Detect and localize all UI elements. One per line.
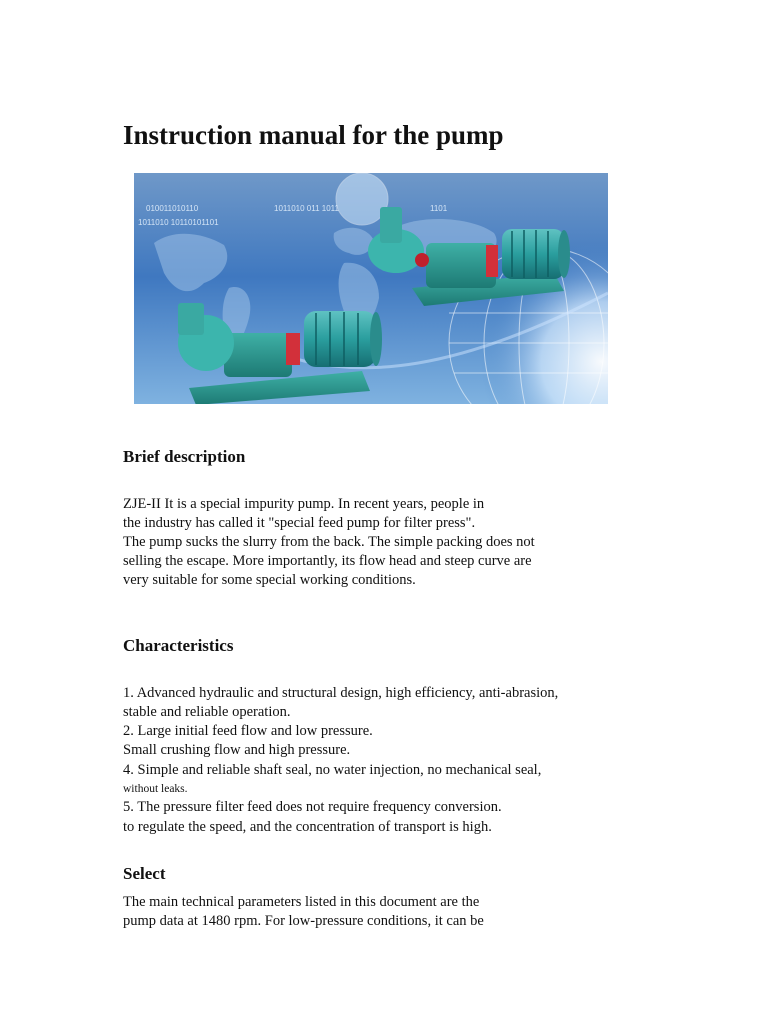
select-heading: Select [123, 864, 166, 883]
brief-text-line: The pump sucks the slurry from the back. The simple packing does not [123, 534, 535, 550]
characteristics-heading: Characteristics [123, 636, 234, 655]
characteristics-line: stable and reliable operation. [123, 704, 291, 720]
characteristics-line: 1. Advanced hydraulic and structural design, high efficiency, anti-abrasion, [123, 685, 559, 701]
pump-product-image [134, 173, 608, 404]
binary-text: 1011010 10110101101 [138, 218, 219, 227]
characteristics-line: without leaks. [123, 783, 188, 795]
binary-text: 1011010 011 1011 [274, 204, 339, 213]
brief-description-heading: Brief description [123, 447, 246, 466]
binary-text: 010011010110 [146, 204, 199, 213]
select-text-line: pump data at 1480 rpm. For low-pressure conditions, it can be [123, 913, 484, 929]
brief-text-line: the industry has called it "special feed pump for filter press". [123, 515, 476, 531]
document-title: Instruction manual for the pump [123, 120, 504, 150]
brief-text-line: very suitable for some special working conditions. [123, 572, 416, 588]
characteristics-line: 4. Simple and reliable shaft seal, no water injection, no mechanical seal, [123, 762, 542, 778]
characteristics-line: to regulate the speed, and the concentration of transport is high. [123, 819, 492, 835]
brief-text-line: selling the escape. More importantly, its flow head and steep curve are [123, 553, 532, 569]
brief-text-line: ZJE-II It is a special impurity pump. In recent years, people in [123, 496, 485, 512]
select-text-line: The main technical parameters listed in this document are the [123, 894, 480, 910]
characteristics-line: Small crushing flow and high pressure. [123, 742, 351, 758]
characteristics-line: 5. The pressure filter feed does not require frequency conversion. [123, 799, 502, 815]
binary-text: 1101 [430, 204, 448, 213]
characteristics-line: 2. Large initial feed flow and low pressure. [123, 723, 373, 739]
